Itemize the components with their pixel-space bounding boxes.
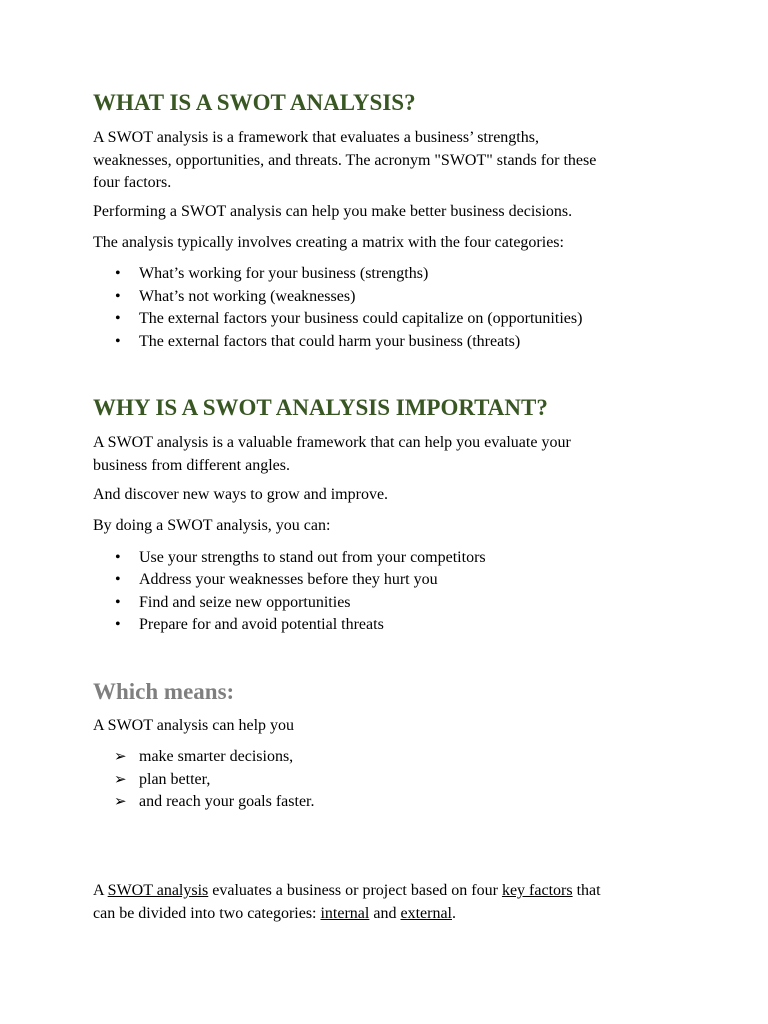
what-para2: Performing a SWOT analysis can help you make better business decisions. xyxy=(93,203,573,220)
list-item: • Address your weaknesses before they hurt you xyxy=(93,569,486,592)
which-arrow-list xyxy=(93,746,314,814)
why-para3: By doing a SWOT analysis, you can: xyxy=(93,517,331,534)
list-item: ➢ plan better, xyxy=(93,769,314,792)
list-item: • Find and seize new opportunities xyxy=(93,592,486,615)
closing-line1: A SWOT analysis evaluates a business or project based on four key factors that xyxy=(93,882,601,899)
closing-line2: can be divided into two categories: internal and external. xyxy=(93,904,456,922)
arrow-bullet-icon: ➢ xyxy=(114,794,127,810)
bullet-icon: • xyxy=(115,332,121,350)
list-item: ➢ and reach your goals faster. xyxy=(93,791,314,814)
bullet-icon: • xyxy=(115,265,121,282)
why-para1-line2: business from different angles. xyxy=(93,456,290,474)
link-key-factors[interactable]: key factors xyxy=(501,882,573,899)
list-item: ➢ make smarter decisions, xyxy=(93,746,314,769)
bullet-icon: • xyxy=(115,287,121,305)
what-para3: The analysis typically involves creating a matrix with the four categories: xyxy=(93,234,564,251)
bullet-icon: • xyxy=(115,310,121,327)
why-bullet-list xyxy=(93,547,486,637)
link-internal[interactable]: internal xyxy=(320,904,370,922)
what-para1-line2: weaknesses, opportunities, and threats. The acronym "SWOT" stands for these xyxy=(93,151,597,169)
list-item: • Prepare for and avoid potential threats xyxy=(93,614,486,637)
which-para1: A SWOT analysis can help you xyxy=(93,717,295,734)
arrow-bullet-icon: ➢ xyxy=(114,749,127,765)
bullet-icon: • xyxy=(115,593,121,611)
list-item: • The external factors that could harm your business (threats) xyxy=(93,331,582,354)
list-item: • What’s working for your business (strengths) xyxy=(93,263,582,286)
heading-why-important: WHY IS A SWOT ANALYSIS IMPORTANT? xyxy=(93,395,548,420)
bullet-icon: • xyxy=(115,548,121,566)
list-item: • The external factors your business could capitalize on (opportunities) xyxy=(93,308,582,331)
list-item: • What’s not working (weaknesses) xyxy=(93,286,582,309)
list-item: • Use your strengths to stand out from your competitors xyxy=(93,547,486,570)
why-para1-line1: A SWOT analysis is a valuable framework that can help you evaluate your xyxy=(93,434,571,451)
heading-which-means: Which means: xyxy=(93,679,235,704)
what-bullet-list xyxy=(93,263,582,353)
why-para2: And discover new ways to grow and improve. xyxy=(93,486,389,503)
link-external[interactable]: external xyxy=(400,904,452,922)
link-swot-analysis[interactable]: SWOT analysis xyxy=(107,882,209,899)
arrow-bullet-icon: ➢ xyxy=(114,771,127,788)
bullet-icon: • xyxy=(115,571,121,588)
what-para1-line3: four factors. xyxy=(93,174,172,191)
what-para1-line1: A SWOT analysis is a framework that evaluates a business’ strengths, xyxy=(93,129,539,146)
bullet-icon: • xyxy=(115,616,121,633)
heading-what-is-swot: WHAT IS A SWOT ANALYSIS? xyxy=(93,90,416,115)
